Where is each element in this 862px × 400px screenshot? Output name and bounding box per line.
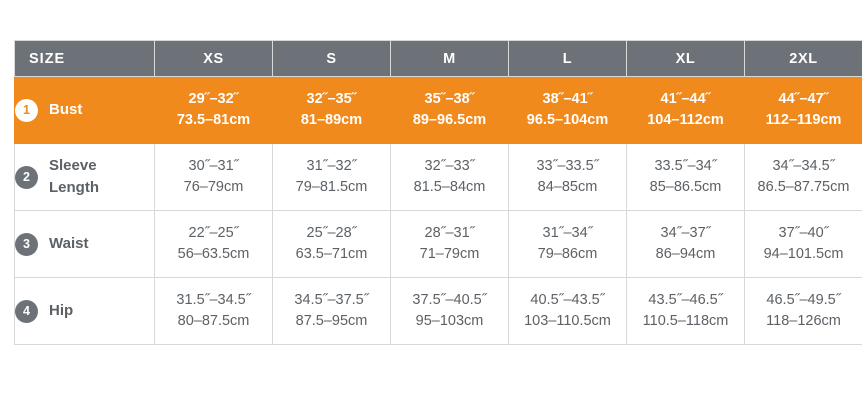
cell-cm: 89–96.5cm — [412, 112, 487, 128]
cell-cm: 56–63.5cm — [177, 246, 250, 262]
cell-inches: 33˝–33.5˝ — [536, 157, 599, 174]
row-label-text: Hip — [49, 302, 74, 320]
cell-cm: 94–101.5cm — [763, 246, 844, 262]
cell-cm: 71–79cm — [419, 246, 480, 262]
table-cell — [391, 278, 509, 345]
column-header-2xl: 2XL — [745, 41, 862, 77]
cell-cm: 79–86cm — [537, 246, 598, 262]
cell-inches: 31.5˝–34.5˝ — [176, 291, 251, 308]
cell-cm: 73.5–81cm — [176, 112, 251, 128]
table-cell — [391, 211, 509, 278]
row-number-badge: 3 — [15, 233, 38, 256]
table-row — [15, 278, 862, 345]
cell-cm: 118–126cm — [766, 313, 841, 329]
cell-cm: 87.5–95cm — [295, 313, 368, 329]
table-row — [15, 211, 862, 278]
cell-inches: 32˝–33˝ — [424, 157, 475, 174]
size-chart-container — [14, 40, 862, 345]
table-cell — [391, 144, 509, 211]
table-cell — [745, 77, 862, 144]
column-header-s: S — [273, 41, 391, 77]
cell-inches: 31˝–34˝ — [542, 224, 593, 241]
header-row — [15, 41, 862, 77]
cell-inches: 33.5˝–34˝ — [654, 157, 717, 174]
cell-cm: 95–103cm — [415, 313, 484, 329]
column-header-size: SIZE — [15, 41, 155, 77]
row-label-text: Waist — [49, 235, 89, 253]
cell-inches: 44˝–47˝ — [778, 90, 829, 107]
table-cell — [509, 211, 627, 278]
table-cell — [627, 77, 745, 144]
cell-cm: 84–85cm — [537, 179, 598, 195]
row-label-text: Bust — [49, 101, 83, 119]
cell-cm: 85–86.5cm — [649, 179, 722, 195]
row-label-waist — [15, 211, 155, 278]
table-cell — [627, 278, 745, 345]
table-cell — [155, 77, 273, 144]
column-header-l: L — [509, 41, 627, 77]
row-number-badge: 4 — [15, 300, 38, 323]
cell-cm: 103–110.5cm — [524, 313, 611, 329]
table-cell — [273, 211, 391, 278]
cell-inches: 22˝–25˝ — [188, 224, 239, 241]
table-cell — [745, 144, 862, 211]
cell-inches: 30˝–31˝ — [188, 157, 239, 174]
column-header-xs: XS — [155, 41, 273, 77]
cell-inches: 41˝–44˝ — [660, 90, 711, 107]
table-row — [15, 144, 862, 211]
cell-cm: 86–94cm — [655, 246, 716, 262]
row-number-badge: 1 — [15, 99, 38, 122]
cell-inches: 35˝–38˝ — [424, 90, 475, 107]
cell-inches: 37.5˝–40.5˝ — [412, 291, 487, 308]
cell-cm: 79–81.5cm — [295, 179, 368, 195]
cell-cm: 80–87.5cm — [177, 313, 250, 329]
table-cell — [155, 211, 273, 278]
table-cell — [273, 278, 391, 345]
cell-cm: 112–119cm — [765, 112, 842, 128]
table-cell — [509, 77, 627, 144]
cell-inches: 34˝–34.5˝ — [772, 157, 835, 174]
cell-inches: 34˝–37˝ — [660, 224, 711, 241]
cell-inches: 40.5˝–43.5˝ — [530, 291, 605, 308]
cell-inches: 34.5˝–37.5˝ — [294, 291, 369, 308]
cell-inches: 46.5˝–49.5˝ — [766, 291, 841, 308]
cell-inches: 37˝–40˝ — [778, 224, 829, 241]
table-cell — [509, 144, 627, 211]
table-cell — [627, 144, 745, 211]
cell-inches: 28˝–31˝ — [424, 224, 475, 241]
cell-inches: 32˝–35˝ — [306, 90, 357, 107]
cell-cm: 81–89cm — [300, 112, 363, 128]
column-header-m: M — [391, 41, 509, 77]
table-cell — [273, 144, 391, 211]
table-cell — [627, 211, 745, 278]
table-cell — [745, 211, 862, 278]
table-header — [15, 41, 862, 77]
table-cell — [155, 278, 273, 345]
cell-inches: 25˝–28˝ — [306, 224, 357, 241]
cell-inches: 38˝–41˝ — [542, 90, 593, 107]
column-header-xl: XL — [627, 41, 745, 77]
table-cell — [509, 278, 627, 345]
row-label-bust — [15, 77, 155, 144]
cell-cm: 110.5–118cm — [642, 313, 729, 329]
table-body — [15, 77, 862, 345]
cell-cm: 63.5–71cm — [295, 246, 368, 262]
cell-cm: 96.5–104cm — [526, 112, 609, 128]
row-label-text: Sleeve Length — [49, 157, 99, 196]
table-cell — [273, 77, 391, 144]
cell-cm: 81.5–84cm — [413, 179, 486, 195]
table-cell — [745, 278, 862, 345]
cell-inches: 43.5˝–46.5˝ — [648, 291, 723, 308]
cell-cm: 86.5–87.75cm — [757, 179, 850, 195]
row-label-sleeve-length — [15, 144, 155, 211]
table-cell — [155, 144, 273, 211]
table-row — [15, 77, 862, 144]
cell-cm: 104–112cm — [647, 112, 724, 128]
row-number-badge: 2 — [15, 166, 38, 189]
size-chart-table — [14, 40, 862, 345]
cell-inches: 31˝–32˝ — [306, 157, 357, 174]
cell-inches: 29˝–32˝ — [188, 90, 239, 107]
row-label-hip — [15, 278, 155, 345]
table-cell — [391, 77, 509, 144]
cell-cm: 76–79cm — [183, 179, 244, 195]
